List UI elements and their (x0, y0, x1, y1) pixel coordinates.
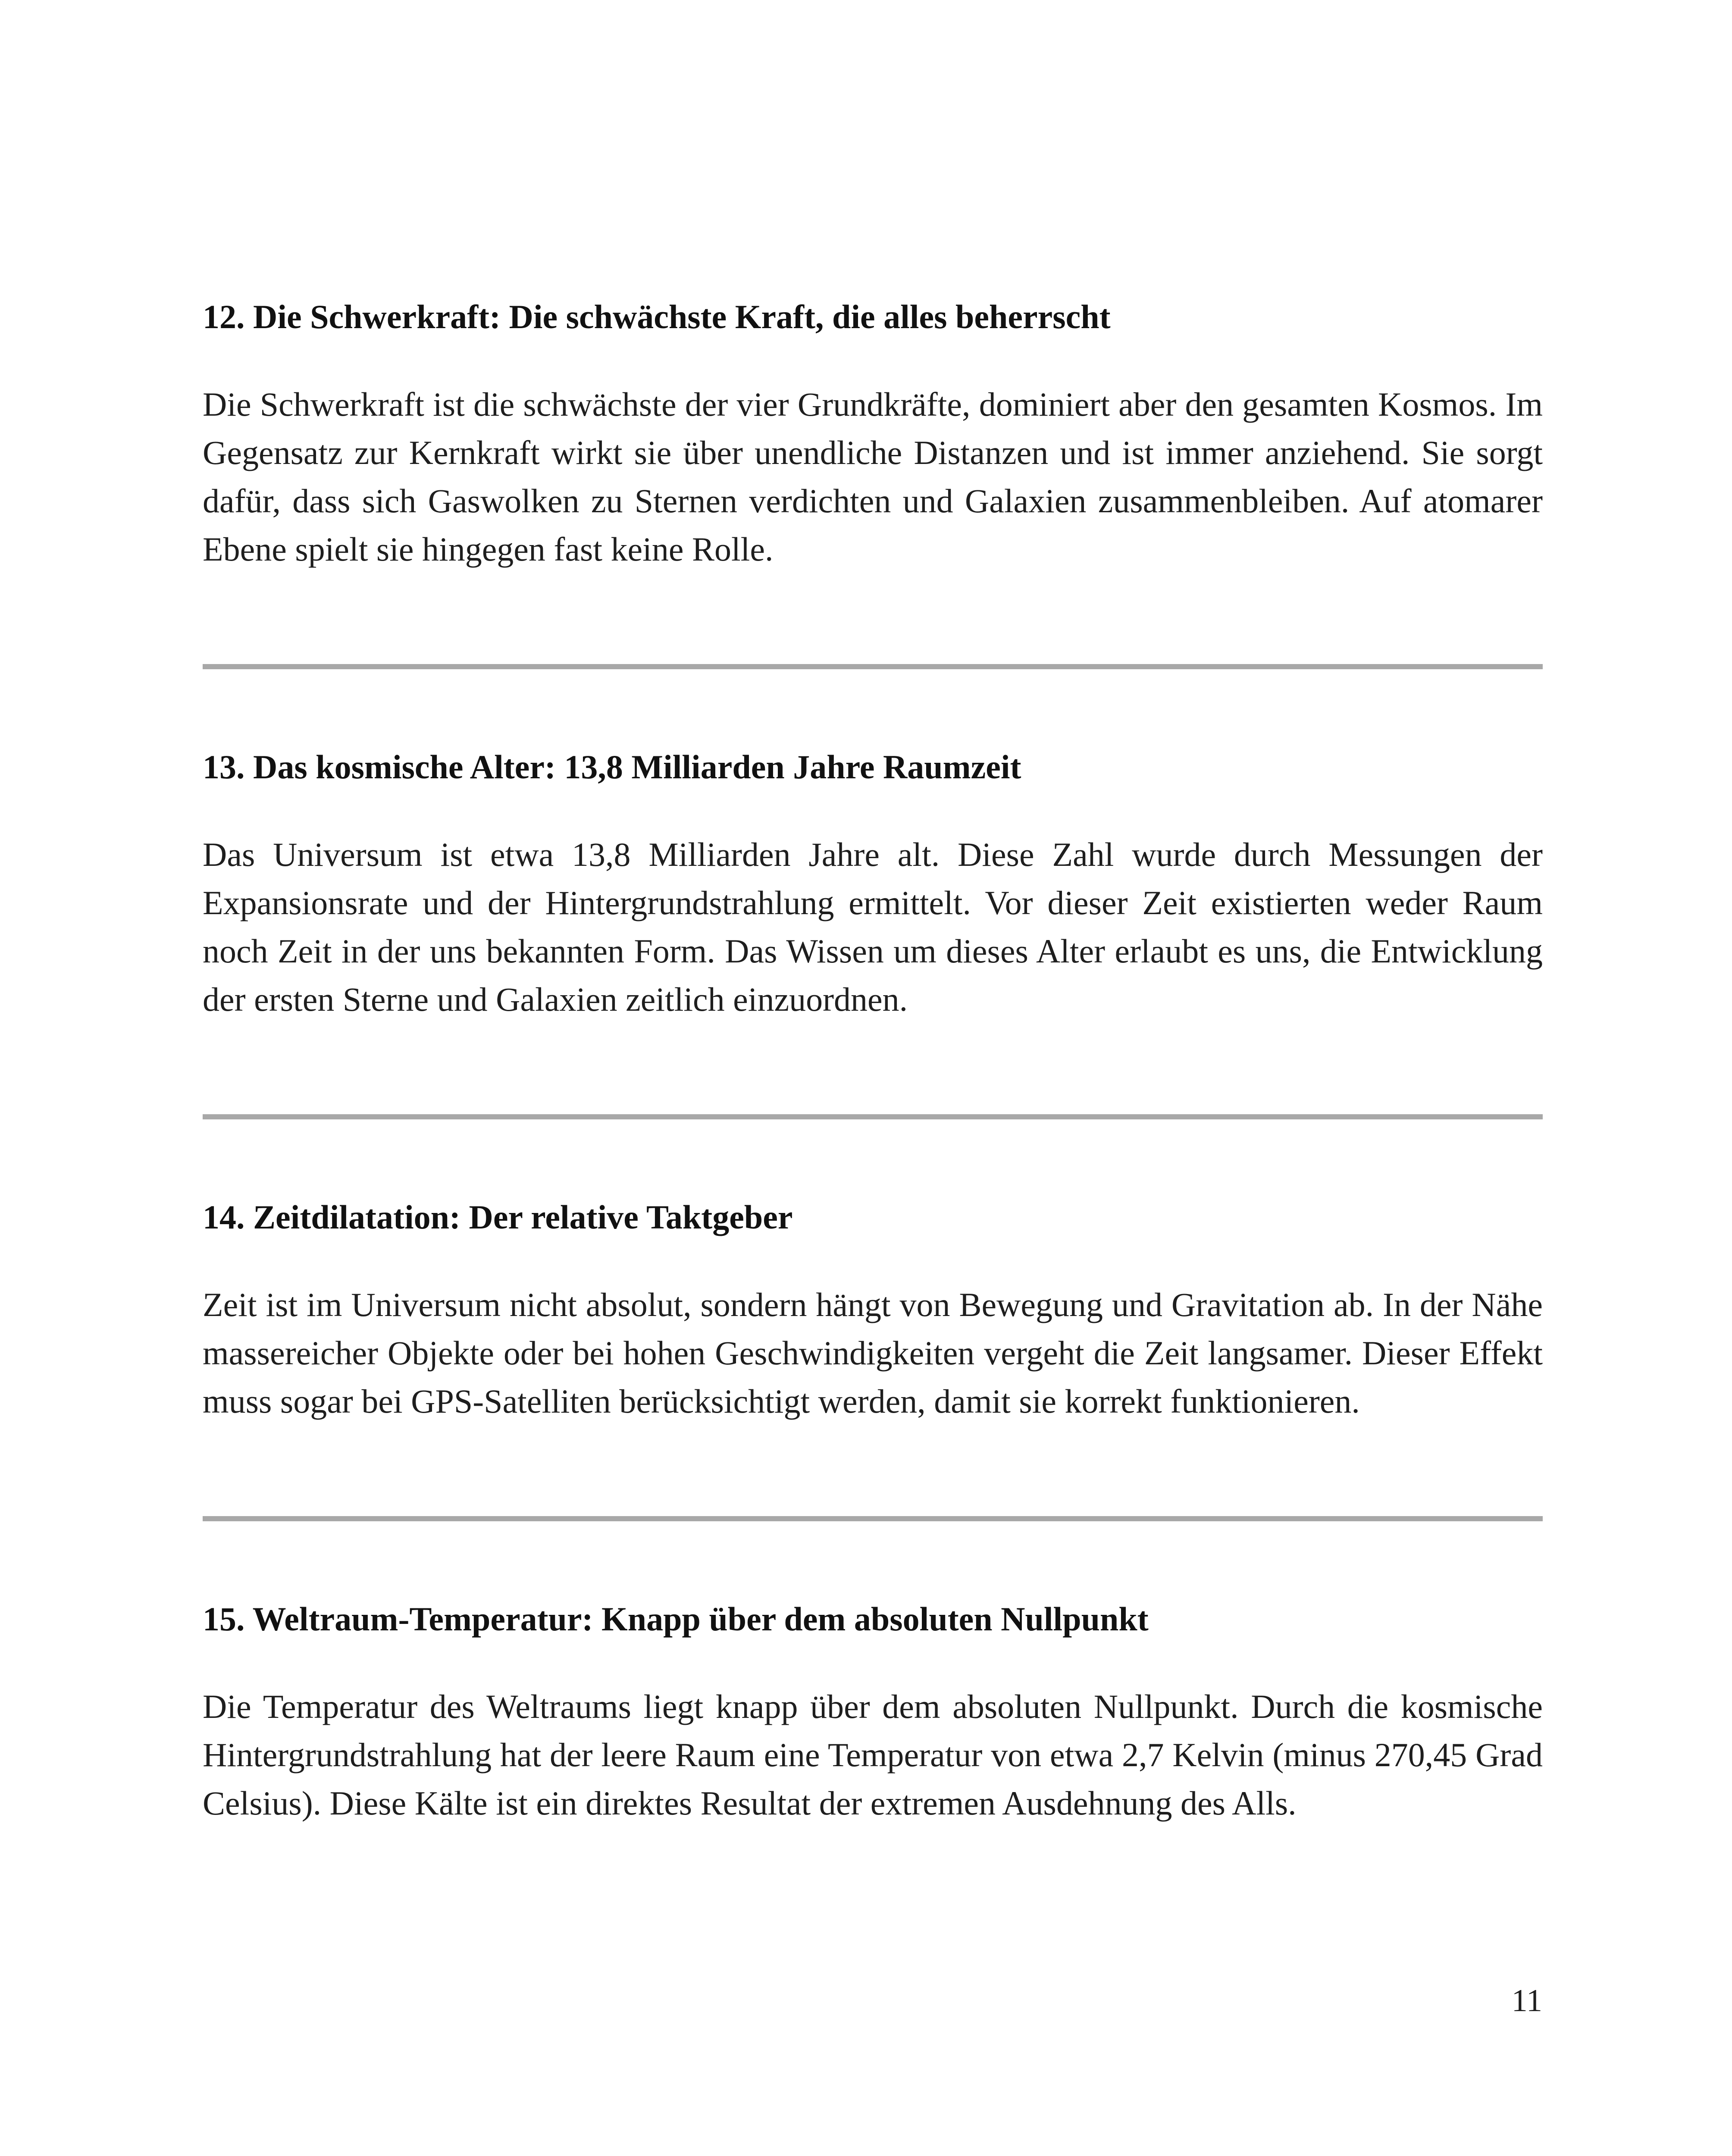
section-title: 12. Die Schwerkraft: Die schwächste Kraft, die alles beherrscht (203, 298, 1111, 335)
section-divider (203, 664, 1543, 669)
section-body: Die Schwerkraft ist die schwächste der vier Grundkräfte, dominiert aber den gesamten Kosmos. Im Gegensatz zur Kernkraft wirkt sie über unendliche Distanzen und ist immer anziehend. Sie sorgt dafür, dass sich Gaswolken zu Sternen verdichten und Galaxien zusammenbleiben. Auf atomarer Ebene spielt sie hingegen fast keine Rolle. (203, 385, 1543, 568)
section-title: 15. Weltraum-Temperatur: Knapp über dem absoluten Nullpunkt (203, 1600, 1149, 1638)
page-number: 11 (1511, 1983, 1542, 2018)
section-title: 13. Das kosmische Alter: 13,8 Milliarden Jahre Raumzeit (203, 748, 1021, 786)
section-12 (203, 293, 1543, 573)
section-body: Zeit ist im Universum nicht absolut, sondern hängt von Bewegung und Gravitation ab. In der Nähe massereicher Objekte oder bei hohen Geschwindigkeiten vergeht die Zeit langsamer. Dieser Effekt muss sogar bei GPS-Satelliten berücksichtigt werden, damit sie korrekt funktionieren. (203, 1286, 1543, 1420)
page-content (203, 293, 1543, 1827)
section-15 (203, 1595, 1543, 1827)
section-body: Die Temperatur des Weltraums liegt knapp über dem absoluten Nullpunkt. Durch die kosmische Hintergrundstrahlung hat der leere Raum eine Temperatur von etwa 2,7 Kelvin (minus 270,45 Grad Celsius). Diese Kälte ist ein direktes Resultat der extremen Ausdehnung des Alls. (203, 1688, 1543, 1822)
section-divider (203, 1114, 1543, 1119)
section-13 (203, 743, 1543, 1024)
section-14 (203, 1194, 1543, 1426)
section-title: 14. Zeitdilatation: Der relative Taktgeber (203, 1198, 793, 1236)
section-body: Das Universum ist etwa 13,8 Milliarden Jahre alt. Diese Zahl wurde durch Messungen der Expansionsrate und der Hintergrundstrahlung ermittelt. Vor dieser Zeit existierten weder Raum noch Zeit in der uns bekannten Form. Das Wissen um dieses Alter erlaubt es uns, die Entwicklung der ersten Sterne und Galaxien zeitlich einzuordnen. (203, 836, 1543, 1018)
section-divider (203, 1516, 1543, 1521)
